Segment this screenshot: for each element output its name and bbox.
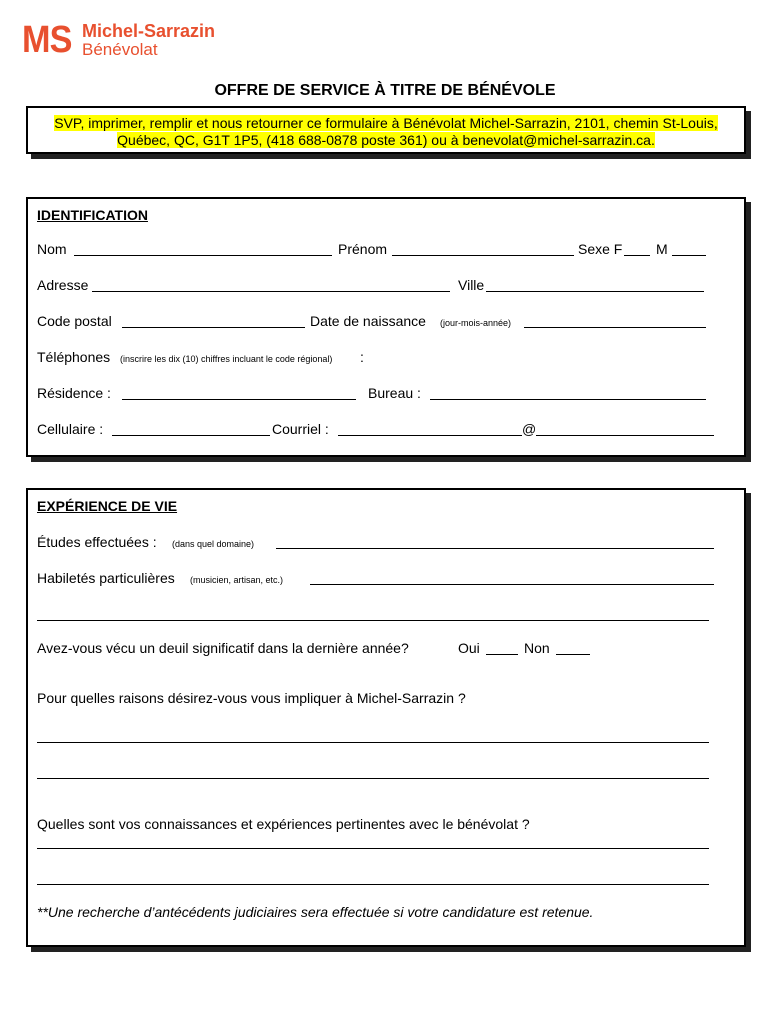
notice-box xyxy=(26,106,746,154)
code-postal-field[interactable] xyxy=(122,327,305,328)
habiletes-field-2[interactable] xyxy=(37,620,709,621)
courriel-label: Courriel : xyxy=(272,421,329,437)
at-sign: @ xyxy=(522,421,537,437)
date-hint: (jour-mois-année) xyxy=(440,318,512,328)
deuil-question: Avez-vous vécu un deuil significatif dans la dernière année? xyxy=(37,640,409,656)
adresse-label: Adresse xyxy=(37,277,89,293)
nom-field[interactable] xyxy=(74,255,332,256)
background-check-note: **Une recherche d’antécédents judiciaires sera effectuée si votre candidature est retenue. xyxy=(37,904,594,920)
connaissances-field-2[interactable] xyxy=(37,884,709,885)
non-label: Non xyxy=(524,640,550,656)
sexe-m-field[interactable] xyxy=(672,255,706,256)
etudes-field[interactable] xyxy=(276,548,714,549)
logo-name: Michel-Sarrazin xyxy=(82,21,216,41)
telephones-hint: (inscrire les dix (10) chiffres incluant le code régional) xyxy=(120,354,333,364)
sexe-f-label: Sexe F xyxy=(578,241,623,257)
habiletes-field[interactable] xyxy=(310,584,714,585)
notice-line-2: Québec, QC, G1T 1P5, (418 688-0878 poste 361) ou à benevolat@michel-sarrazin.ca. xyxy=(117,132,655,148)
logo-subtitle: Bénévolat xyxy=(82,40,158,59)
courriel-domain-field[interactable] xyxy=(536,435,714,436)
sexe-m-label: M xyxy=(656,241,668,257)
connaissances-question: Quelles sont vos connaissances et expériences pertinentes avec le bénévolat ? xyxy=(37,816,530,832)
identification-section xyxy=(26,197,746,457)
non-field[interactable] xyxy=(556,654,590,655)
oui-field[interactable] xyxy=(486,654,518,655)
connaissances-field-1[interactable] xyxy=(37,848,709,849)
prenom-field[interactable] xyxy=(392,255,574,256)
date-naissance-field[interactable] xyxy=(524,327,706,328)
bureau-label: Bureau : xyxy=(368,385,421,401)
habiletes-hint: (musicien, artisan, etc.) xyxy=(190,575,284,585)
adresse-field[interactable] xyxy=(92,291,450,292)
ville-label: Ville xyxy=(458,277,485,293)
cellulaire-label: Cellulaire : xyxy=(37,421,104,437)
etudes-label: Études effectuées : xyxy=(37,534,157,550)
identification-heading: IDENTIFICATION xyxy=(37,207,148,223)
telephones-colon: : xyxy=(360,349,364,365)
raisons-field-2[interactable] xyxy=(37,778,709,779)
nom-label: Nom xyxy=(37,241,67,257)
etudes-hint: (dans quel domaine) xyxy=(172,539,255,549)
bureau-field[interactable] xyxy=(430,399,706,400)
raisons-field-1[interactable] xyxy=(37,742,709,743)
residence-label: Résidence : xyxy=(37,385,111,401)
habiletes-label: Habiletés particulières xyxy=(37,570,175,586)
courriel-user-field[interactable] xyxy=(338,435,522,436)
code-postal-label: Code postal xyxy=(37,313,112,329)
form-title: OFFRE DE SERVICE À TITRE DE BÉNÉVOLE xyxy=(214,82,556,99)
date-naissance-label: Date de naissance xyxy=(310,313,426,329)
experience-section xyxy=(26,488,746,947)
notice-line-1: SVP, imprimer, remplir et nous retourner ce formulaire à Bénévolat Michel-Sarrazin, 2101, chemin St-Louis, xyxy=(54,115,718,131)
raisons-question: Pour quelles raisons désirez-vous vous impliquer à Michel-Sarrazin ? xyxy=(37,690,466,706)
ville-field[interactable] xyxy=(486,291,704,292)
oui-label: Oui xyxy=(458,640,480,656)
prenom-label: Prénom xyxy=(338,241,388,257)
telephones-label: Téléphones xyxy=(37,349,111,365)
logo-mark: MS xyxy=(22,19,72,61)
residence-field[interactable] xyxy=(122,399,356,400)
cellulaire-field[interactable] xyxy=(112,435,270,436)
sexe-f-field[interactable] xyxy=(624,255,650,256)
experience-heading: EXPÉRIENCE DE VIE xyxy=(37,498,178,514)
